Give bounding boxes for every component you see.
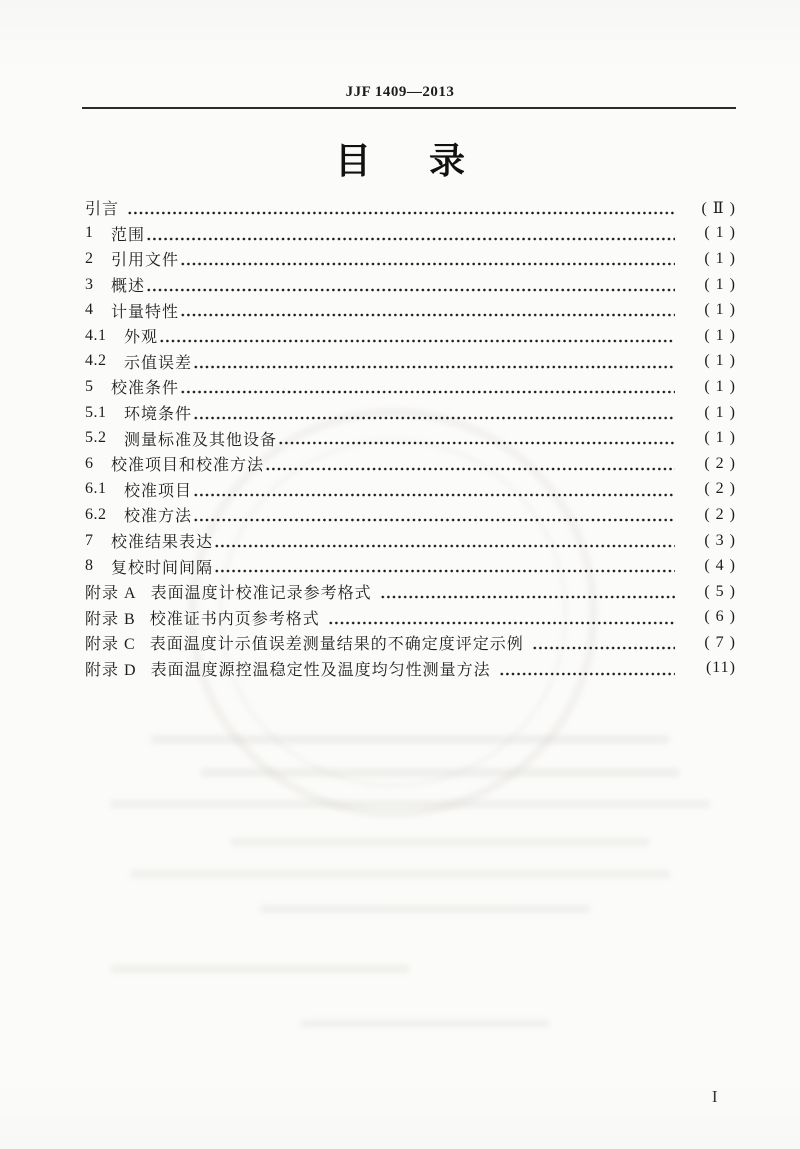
- toc-entry-page: ( 6 ): [704, 608, 736, 626]
- toc-entry-row: [85, 425, 736, 451]
- toc-entry-row: [85, 195, 736, 221]
- toc-entry-page: ( 1 ): [704, 301, 736, 319]
- toc-leader-dots: [499, 656, 675, 682]
- toc-entry-number: 4: [85, 301, 94, 319]
- toc-entry-number: 2: [85, 249, 94, 267]
- toc-entry-number: 8: [85, 557, 94, 575]
- toc-entry-row: [85, 579, 736, 605]
- ghost-text-smudge: [110, 965, 410, 973]
- toc-entry-label: 示值误差: [124, 354, 193, 372]
- header-rule: [82, 107, 736, 109]
- page-number-roman: I: [711, 1087, 718, 1106]
- toc-leader-dots: [214, 553, 675, 579]
- toc-leader-dots: [127, 195, 675, 221]
- toc-leader-dots: [265, 451, 675, 477]
- toc-entry-number: 1: [85, 224, 94, 242]
- toc-entry-page: ( 2 ): [704, 480, 736, 498]
- toc-entry-number: 6.2: [85, 505, 107, 523]
- toc-entry-label: 计量特性: [111, 303, 180, 321]
- toc-entry-label: 测量标准及其他设备: [124, 431, 278, 449]
- toc-leader-dots: [180, 374, 675, 400]
- toc-entry-page: (11): [705, 659, 736, 677]
- toc-entry-page: ( 2 ): [704, 454, 736, 472]
- toc-entry-row: [85, 400, 736, 426]
- toc-entry-number: 5: [85, 377, 94, 395]
- toc-leader-dots: [159, 323, 675, 349]
- toc-entry-label: 校准方法: [124, 508, 193, 526]
- toc-entry-row: [85, 374, 736, 400]
- toc-entry-label: 范围: [111, 226, 146, 244]
- toc-entry-row: [85, 630, 736, 656]
- toc-leader-dots: [146, 272, 675, 298]
- ghost-text-smudge: [200, 768, 680, 777]
- toc-entry-page: ( 1 ): [704, 403, 736, 421]
- toc-leader-dots: [532, 630, 675, 656]
- toc-title-wrap: [0, 133, 800, 184]
- toc-entry-page: ( 1 ): [704, 224, 736, 242]
- toc-entry-number: 附录 C: [85, 636, 136, 654]
- toc-entry-page: ( 7 ): [704, 633, 736, 651]
- toc-entry-label: 引言: [85, 201, 120, 219]
- toc-entry-number: 6: [85, 454, 94, 472]
- toc-entry-row: [85, 297, 736, 323]
- toc-entry-number: 附录 D: [85, 661, 137, 679]
- toc-entry-page: ( 1 ): [704, 249, 736, 267]
- toc-leader-dots: [380, 579, 675, 605]
- toc-entry-label: 校准项目和校准方法: [111, 457, 265, 475]
- toc-list: [85, 195, 736, 681]
- toc-entry-label: 外观: [124, 329, 159, 347]
- toc-entry-number: 7: [85, 531, 94, 549]
- toc-title: 目录: [334, 140, 523, 181]
- toc-entry-row: [85, 553, 736, 579]
- toc-entry-row: [85, 246, 736, 272]
- toc-entry-row: [85, 477, 736, 503]
- toc-entry-label: 环境条件: [124, 406, 193, 424]
- ghost-text-smudge: [230, 838, 650, 846]
- toc-entry-label: 表面温度计校准记录参考格式: [150, 585, 372, 603]
- toc-entry-page: ( 5 ): [704, 582, 736, 600]
- ghost-text-smudge: [130, 870, 670, 878]
- toc-entry-label: 校准证书内页参考格式: [149, 610, 320, 628]
- standard-code-header: JJF 1409—2013: [345, 84, 455, 100]
- toc-entry-label: 概述: [111, 278, 146, 296]
- toc-leader-dots: [193, 400, 675, 426]
- toc-entry-row: [85, 272, 736, 298]
- toc-entry-row: [85, 323, 736, 349]
- toc-leader-dots: [180, 297, 675, 323]
- toc-entry-row: [85, 605, 736, 631]
- toc-entry-page: ( 3 ): [704, 531, 736, 549]
- toc-leader-dots: [193, 477, 675, 503]
- toc-entry-row: [85, 349, 736, 375]
- toc-entry-page: ( 1 ): [704, 429, 736, 447]
- toc-entry-page: ( 1 ): [704, 352, 736, 370]
- toc-entry-label: 校准条件: [111, 380, 180, 398]
- toc-entry-page: ( 1 ): [704, 326, 736, 344]
- toc-leader-dots: [193, 349, 675, 375]
- toc-leader-dots: [214, 528, 675, 554]
- toc-entry-page: ( 2 ): [704, 505, 736, 523]
- toc-entry-row: [85, 528, 736, 554]
- toc-entry-page: ( 1 ): [704, 377, 736, 395]
- toc-entry-label: 表面温度源控温稳定性及温度均匀性测量方法: [150, 661, 491, 679]
- toc-leader-dots: [328, 605, 675, 631]
- ghost-text-smudge: [150, 735, 670, 744]
- toc-entry-number: 附录 B: [85, 610, 136, 628]
- toc-entry-page: ( 1 ): [704, 275, 736, 293]
- toc-leader-dots: [278, 425, 675, 451]
- toc-entry-number: 3: [85, 275, 94, 293]
- toc-entry-page: ( Ⅱ ): [701, 199, 736, 217]
- ghost-text-smudge: [260, 905, 590, 913]
- toc-entry-row: [85, 221, 736, 247]
- toc-leader-dots: [146, 221, 675, 247]
- toc-entry-label: 表面温度计示值误差测量结果的不确定度评定示例: [149, 636, 524, 654]
- toc-entry-number: 5.2: [85, 429, 107, 447]
- toc-entry-number: 6.1: [85, 480, 107, 498]
- toc-entry-label: 引用文件: [111, 252, 180, 270]
- toc-entry-number: 附录 A: [85, 585, 137, 603]
- toc-entry-page: ( 4 ): [704, 557, 736, 575]
- toc-entry-row: [85, 451, 736, 477]
- toc-leader-dots: [180, 246, 675, 272]
- ghost-text-smudge: [300, 1020, 550, 1027]
- toc-entry-label: 校准结果表达: [111, 534, 214, 552]
- ghost-text-smudge: [110, 800, 710, 808]
- toc-entry-label: 复校时间间隔: [111, 559, 214, 577]
- toc-entry-label: 校准项目: [124, 482, 193, 500]
- toc-entry-row: [85, 656, 736, 682]
- toc-leader-dots: [193, 502, 675, 528]
- toc-entry-row: [85, 502, 736, 528]
- toc-entry-number: 5.1: [85, 403, 107, 421]
- toc-entry-number: 4.1: [85, 326, 107, 344]
- toc-entry-number: 4.2: [85, 352, 107, 370]
